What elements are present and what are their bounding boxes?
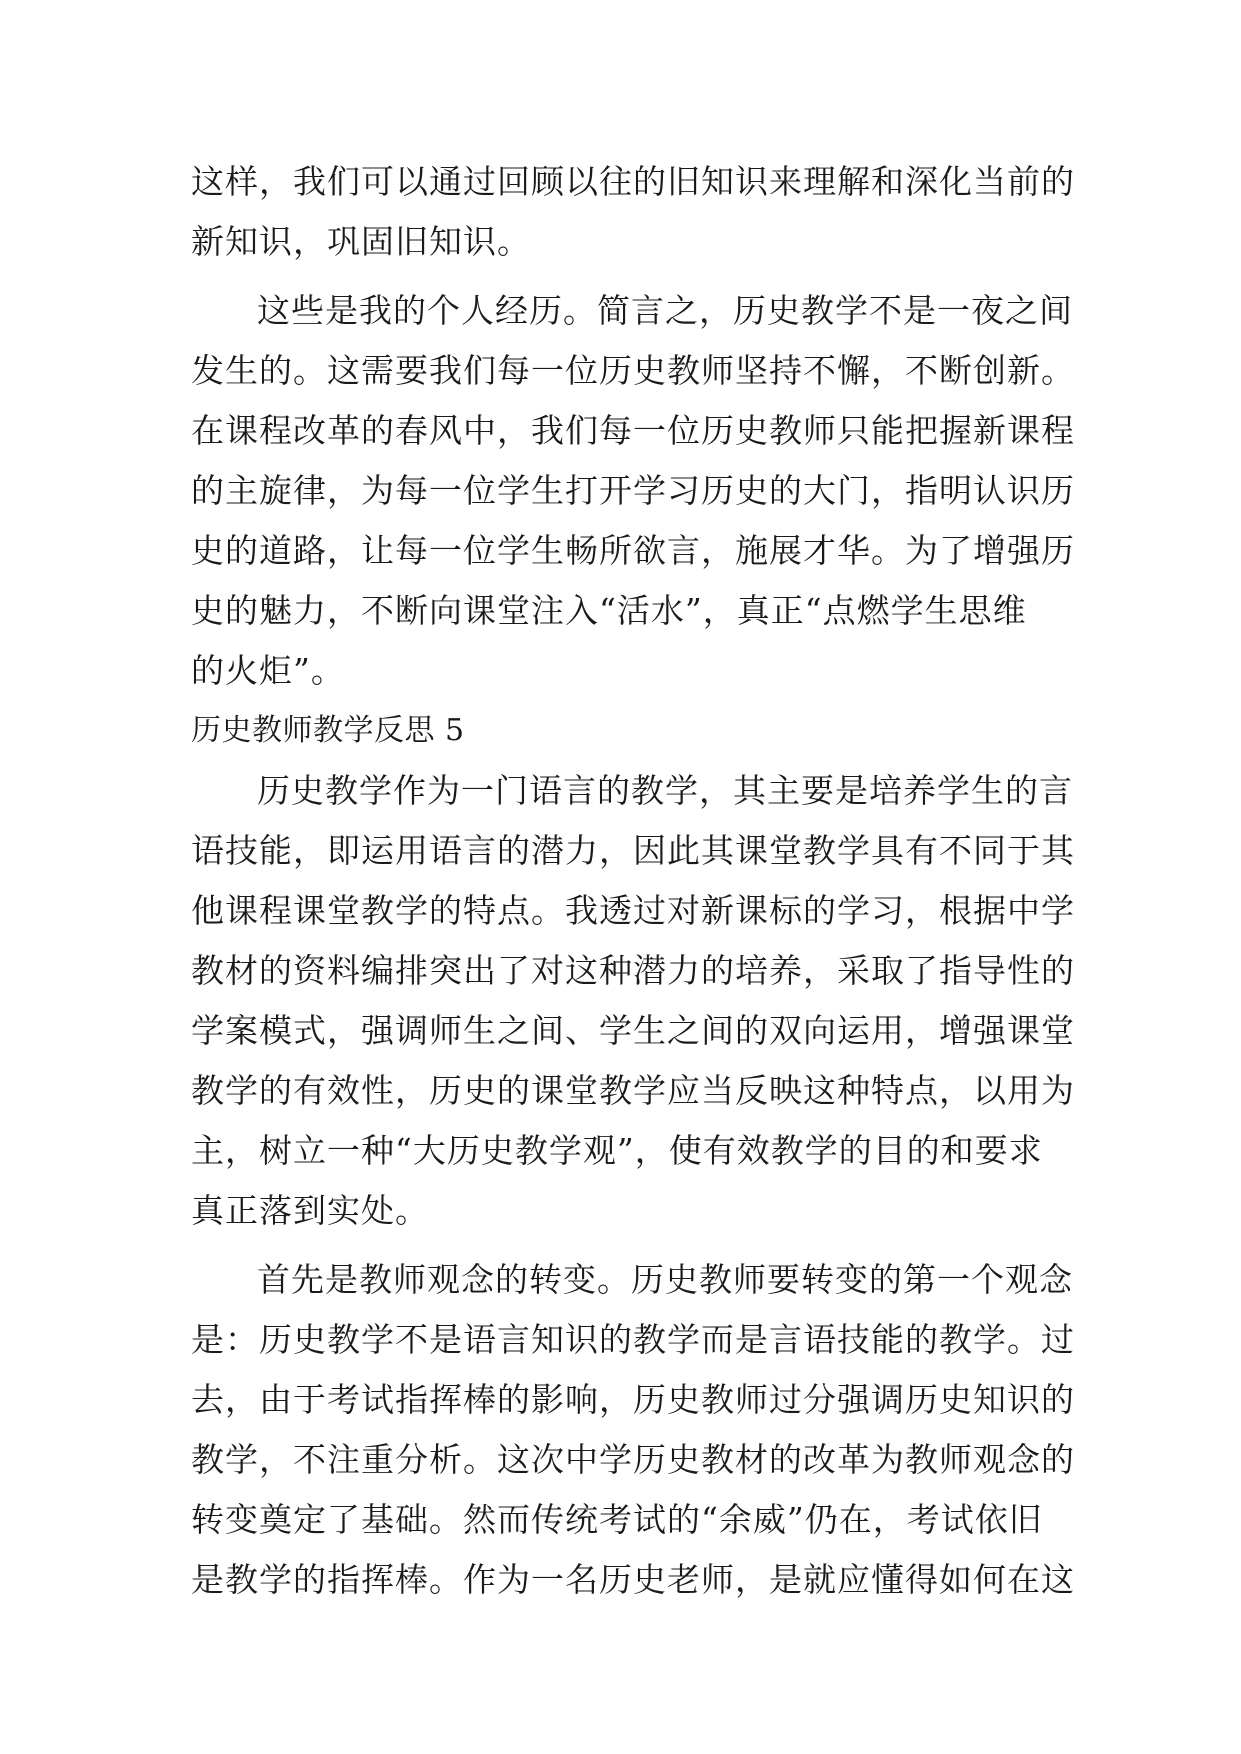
paragraph-3-line-6: 教学的有效性，历史的课堂教学应当反映这种特点，以用为 [191, 1071, 1075, 1110]
paragraph-2-line-6: 史的魅力，不断向课堂注入“活水”，真正“点燃学生思维 [191, 591, 1027, 630]
paragraph-4-line-6: 是教学的指挥棒。作为一名历史老师，是就应懂得如何在这 [191, 1560, 1075, 1599]
paragraph-2-line-5: 史的道路，让每一位学生畅所欲言，施展才华。为了增强历 [191, 531, 1075, 570]
paragraph-3-line-1: 历史教学作为一门语言的教学，其主要是培养学生的言 [257, 771, 1073, 810]
paragraph-3-line-5: 学案模式，强调师生之间、学生之间的双向运用，增强课堂 [191, 1011, 1075, 1050]
paragraph-1-line-2: 新知识，巩固旧知识。 [191, 222, 531, 261]
paragraph-3-line-4: 教材的资料编排突出了对这种潜力的培养，采取了指导性的 [191, 951, 1075, 990]
paragraph-2-line-3: 在课程改革的春风中，我们每一位历史教师只能把握新课程 [191, 411, 1075, 450]
paragraph-2-line-1: 这些是我的个人经历。简言之，历史教学不是一夜之间 [257, 291, 1073, 330]
section-heading: 历史教师教学反思 5 [191, 713, 465, 748]
paragraph-4-line-3: 去，由于考试指挥棒的影响，历史教师过分强调历史知识的 [191, 1380, 1075, 1419]
paragraph-4-line-4: 教学，不注重分析。这次中学历史教材的改革为教师观念的 [191, 1440, 1075, 1479]
paragraph-2-line-2: 发生的。这需要我们每一位历史教师坚持不懈，不断创新。 [191, 351, 1075, 390]
paragraph-4-line-1: 首先是教师观念的转变。历史教师要转变的第一个观念 [257, 1260, 1073, 1299]
paragraph-2-line-7: 的火炬”。 [191, 651, 345, 690]
paragraph-4-line-5: 转变奠定了基础。然而传统考试的“余威”仍在，考试依旧 [191, 1500, 1043, 1539]
paragraph-3-line-2: 语技能，即运用语言的潜力，因此其课堂教学具有不同于其 [191, 831, 1075, 870]
paragraph-3-line-3: 他课程课堂教学的特点。我透过对新课标的学习，根据中学 [191, 891, 1075, 930]
paragraph-1-line-1: 这样，我们可以通过回顾以往的旧知识来理解和深化当前的 [191, 162, 1075, 201]
paragraph-3-line-7: 主，树立一种“大历史教学观”，使有效教学的目的和要求 [191, 1131, 1043, 1170]
paragraph-4-line-2: 是：历史教学不是语言知识的教学而是言语技能的教学。过 [191, 1320, 1075, 1359]
paragraph-3-line-8: 真正落到实处。 [191, 1191, 429, 1230]
paragraph-2-line-4: 的主旋律，为每一位学生打开学习历史的大门，指明认识历 [191, 471, 1075, 510]
